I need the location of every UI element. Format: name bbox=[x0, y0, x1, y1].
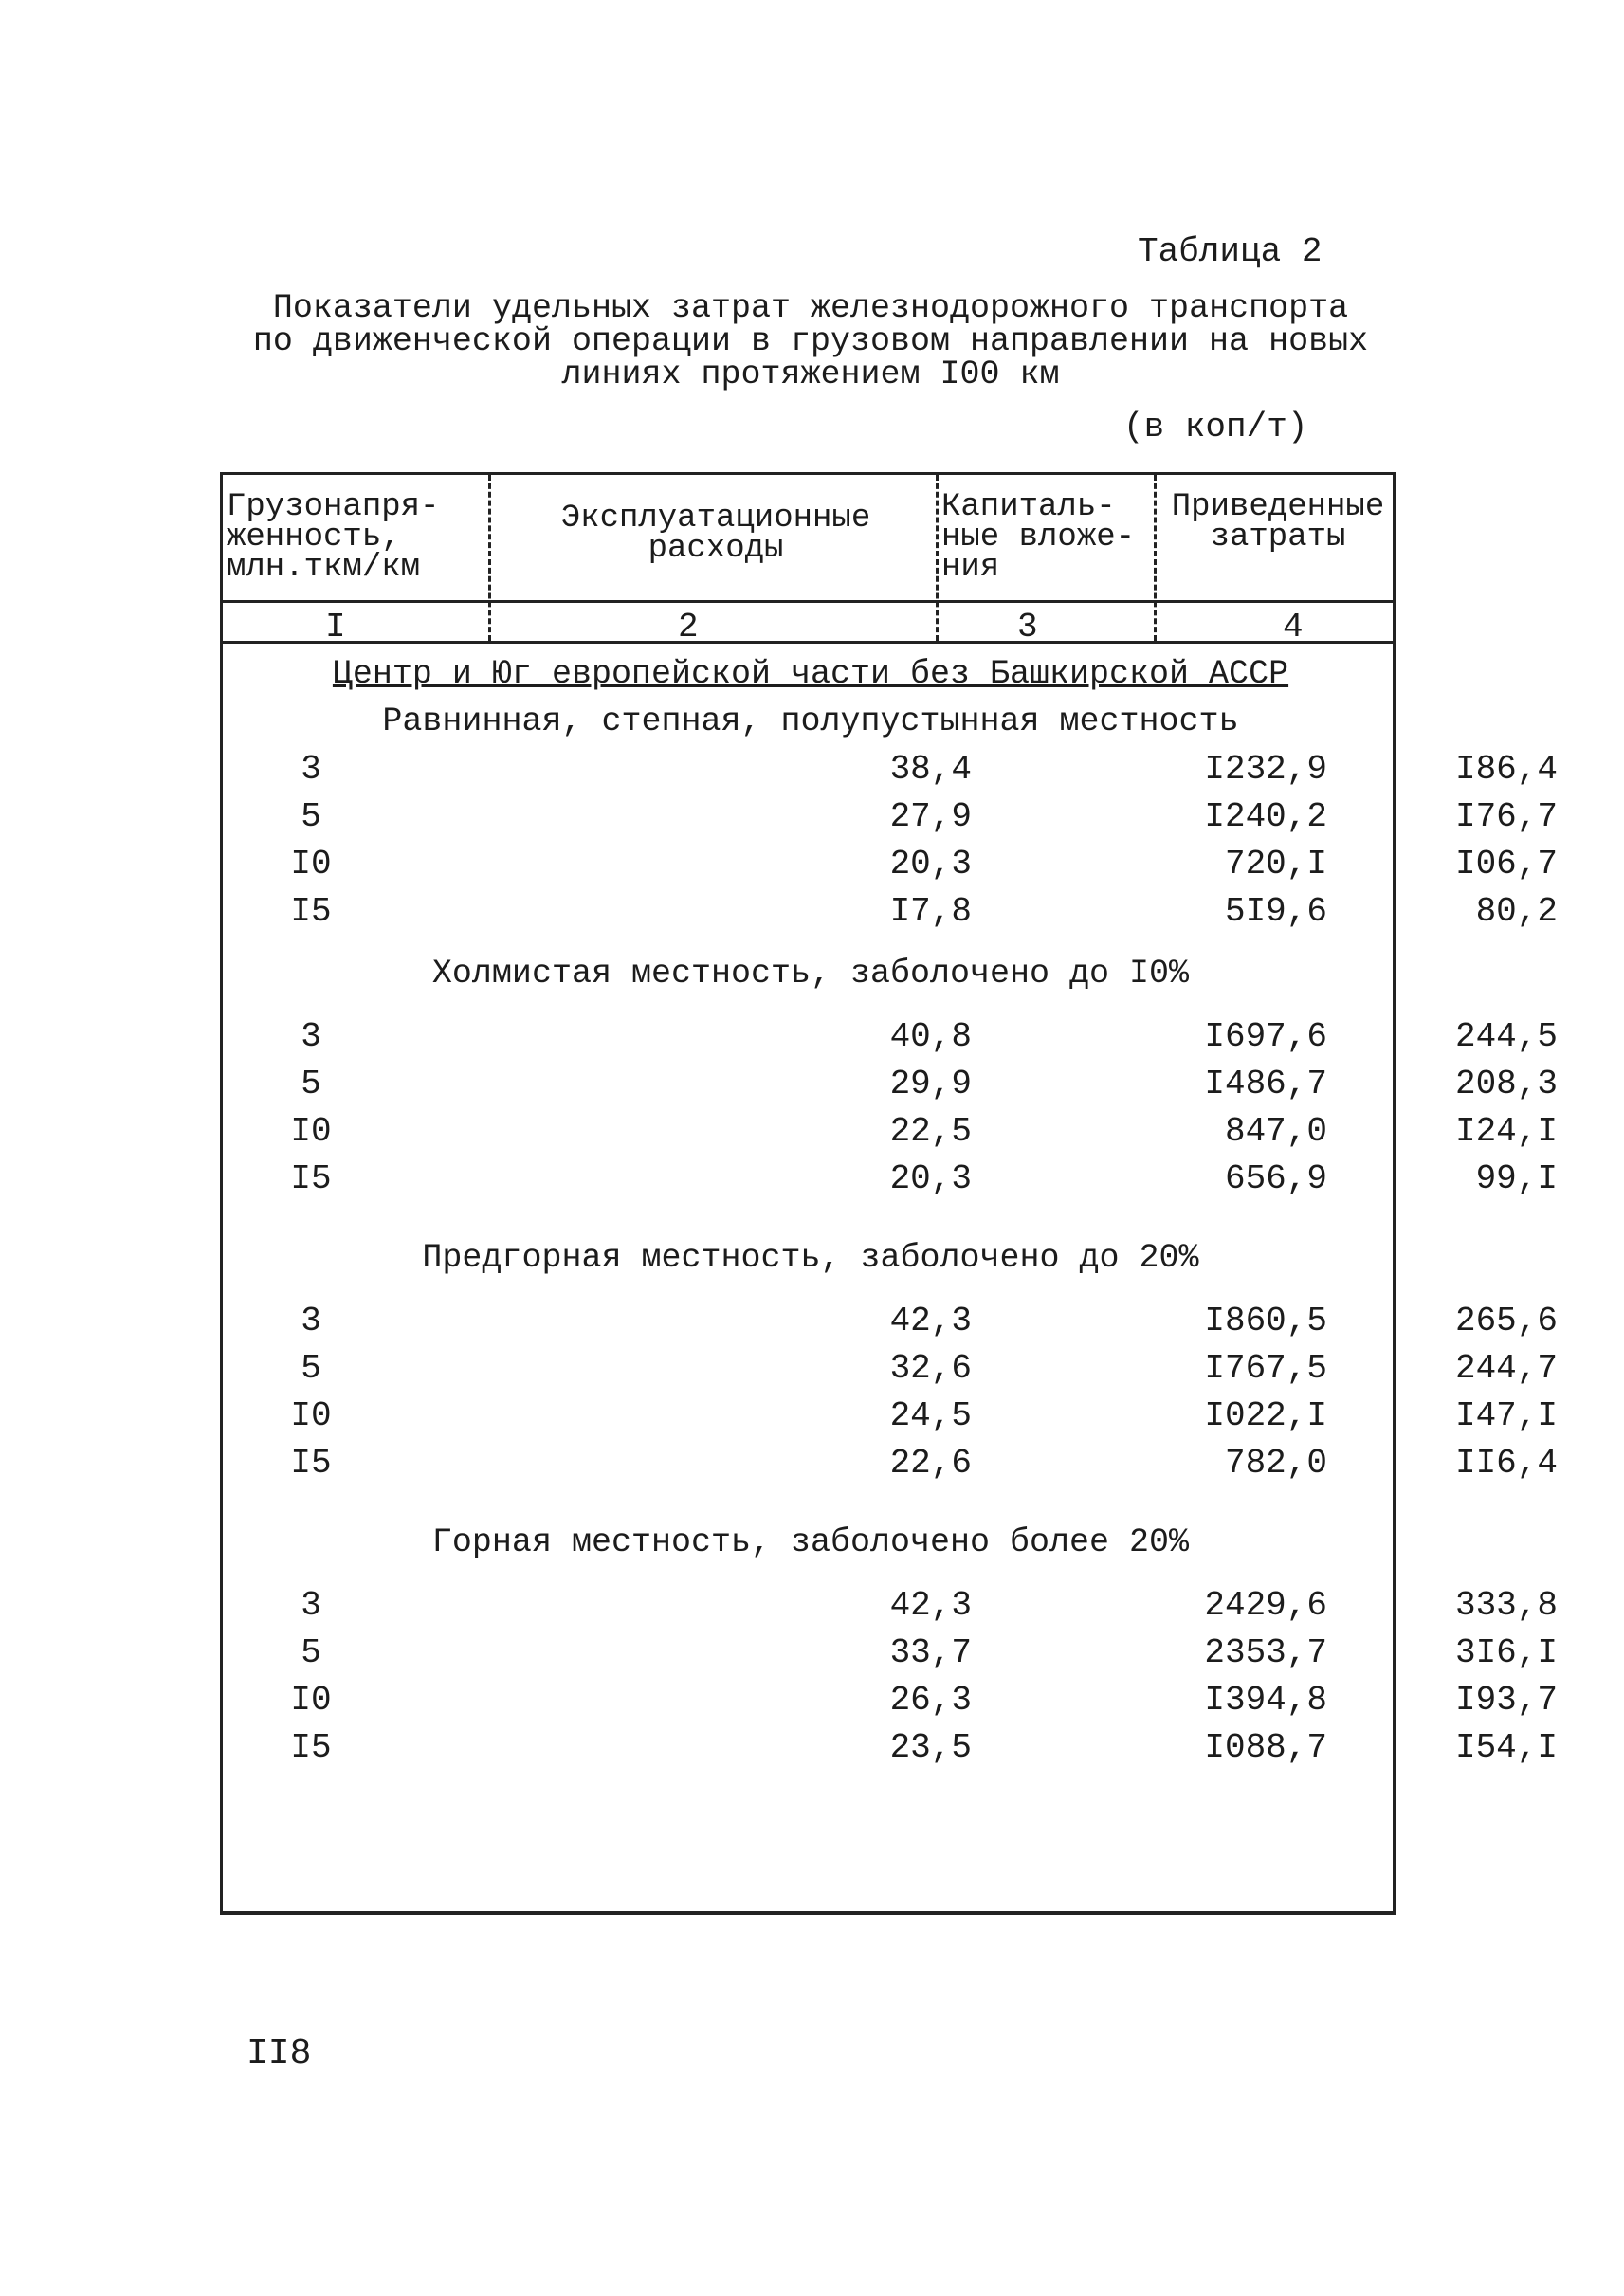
header-col3: Капиталь- ные вложе- ния bbox=[941, 489, 1136, 586]
table-row: 3 38,4 I232,9 I86,4 bbox=[301, 750, 1558, 789]
table-row: 5 29,9 I486,7 208,3 bbox=[301, 1065, 1558, 1103]
table-row: 5 27,9 I240,2 I76,7 bbox=[301, 797, 1558, 836]
table-row: 3 40,8 I697,6 244,5 bbox=[301, 1017, 1558, 1056]
table-row: I0 22,5 847,0 I24,I bbox=[290, 1112, 1558, 1151]
region-title: Центр и Юг европейской части без Башкирской АССР bbox=[332, 655, 1289, 693]
section-title: Равнинная, степная, полупустынная местность bbox=[382, 702, 1239, 740]
title-line: линиях протяжением I00 км bbox=[561, 355, 1060, 393]
table-title bbox=[228, 289, 1394, 393]
table-row: 3 42,3 I860,5 265,6 bbox=[301, 1302, 1558, 1340]
table-row: 5 33,7 2353,7 3I6,I bbox=[301, 1633, 1558, 1672]
title-line: по движенческой операции в грузовом направлении на новых bbox=[252, 322, 1369, 360]
page-number: II8 bbox=[246, 2033, 312, 2074]
section-title: Холмистая местность, заболочено до I0% bbox=[431, 955, 1190, 993]
table-row: I5 23,5 I088,7 I54,I bbox=[290, 1728, 1558, 1767]
table-row: I0 26,3 I394,8 I93,7 bbox=[290, 1681, 1558, 1720]
units-label: (в коп/т) bbox=[1123, 408, 1308, 446]
section-title: Предгорная местность, заболочено до 20% bbox=[422, 1239, 1199, 1277]
table-row: I0 24,5 I022,I I47,I bbox=[290, 1396, 1558, 1435]
table-row: 5 32,6 I767,5 244,7 bbox=[301, 1349, 1558, 1388]
column-separator bbox=[1154, 475, 1157, 641]
table-row: I5 20,3 656,9 99,I bbox=[290, 1159, 1558, 1198]
column-number: 2 bbox=[678, 608, 699, 647]
column-number: I bbox=[325, 608, 346, 647]
column-number: 4 bbox=[1283, 608, 1304, 647]
header-col4: Приведенные затраты bbox=[1171, 489, 1385, 556]
table-label: Таблица 2 bbox=[1138, 232, 1323, 271]
table-row: I0 20,3 720,I I06,7 bbox=[290, 845, 1558, 884]
data-table bbox=[220, 472, 1558, 1915]
header-col2: Эксплуатационные расходы bbox=[560, 501, 871, 567]
title-line: Показатели удельных затрат железнодорожного транспорта bbox=[272, 289, 1349, 327]
column-separator bbox=[936, 475, 939, 641]
column-separator bbox=[488, 475, 491, 641]
table-row: I5 22,6 782,0 II6,4 bbox=[290, 1444, 1558, 1483]
table-row: 3 42,3 2429,6 333,8 bbox=[301, 1586, 1558, 1625]
column-number: 3 bbox=[1017, 608, 1038, 647]
header-col1: Грузонапря- женность, млн.ткм/км bbox=[227, 489, 440, 586]
table-row: I5 I7,8 5I9,6 80,2 bbox=[290, 892, 1558, 931]
header-divider bbox=[223, 600, 1393, 603]
section-title: Горная местность, заболочено более 20% bbox=[431, 1523, 1190, 1561]
column-number-divider bbox=[223, 641, 1393, 644]
